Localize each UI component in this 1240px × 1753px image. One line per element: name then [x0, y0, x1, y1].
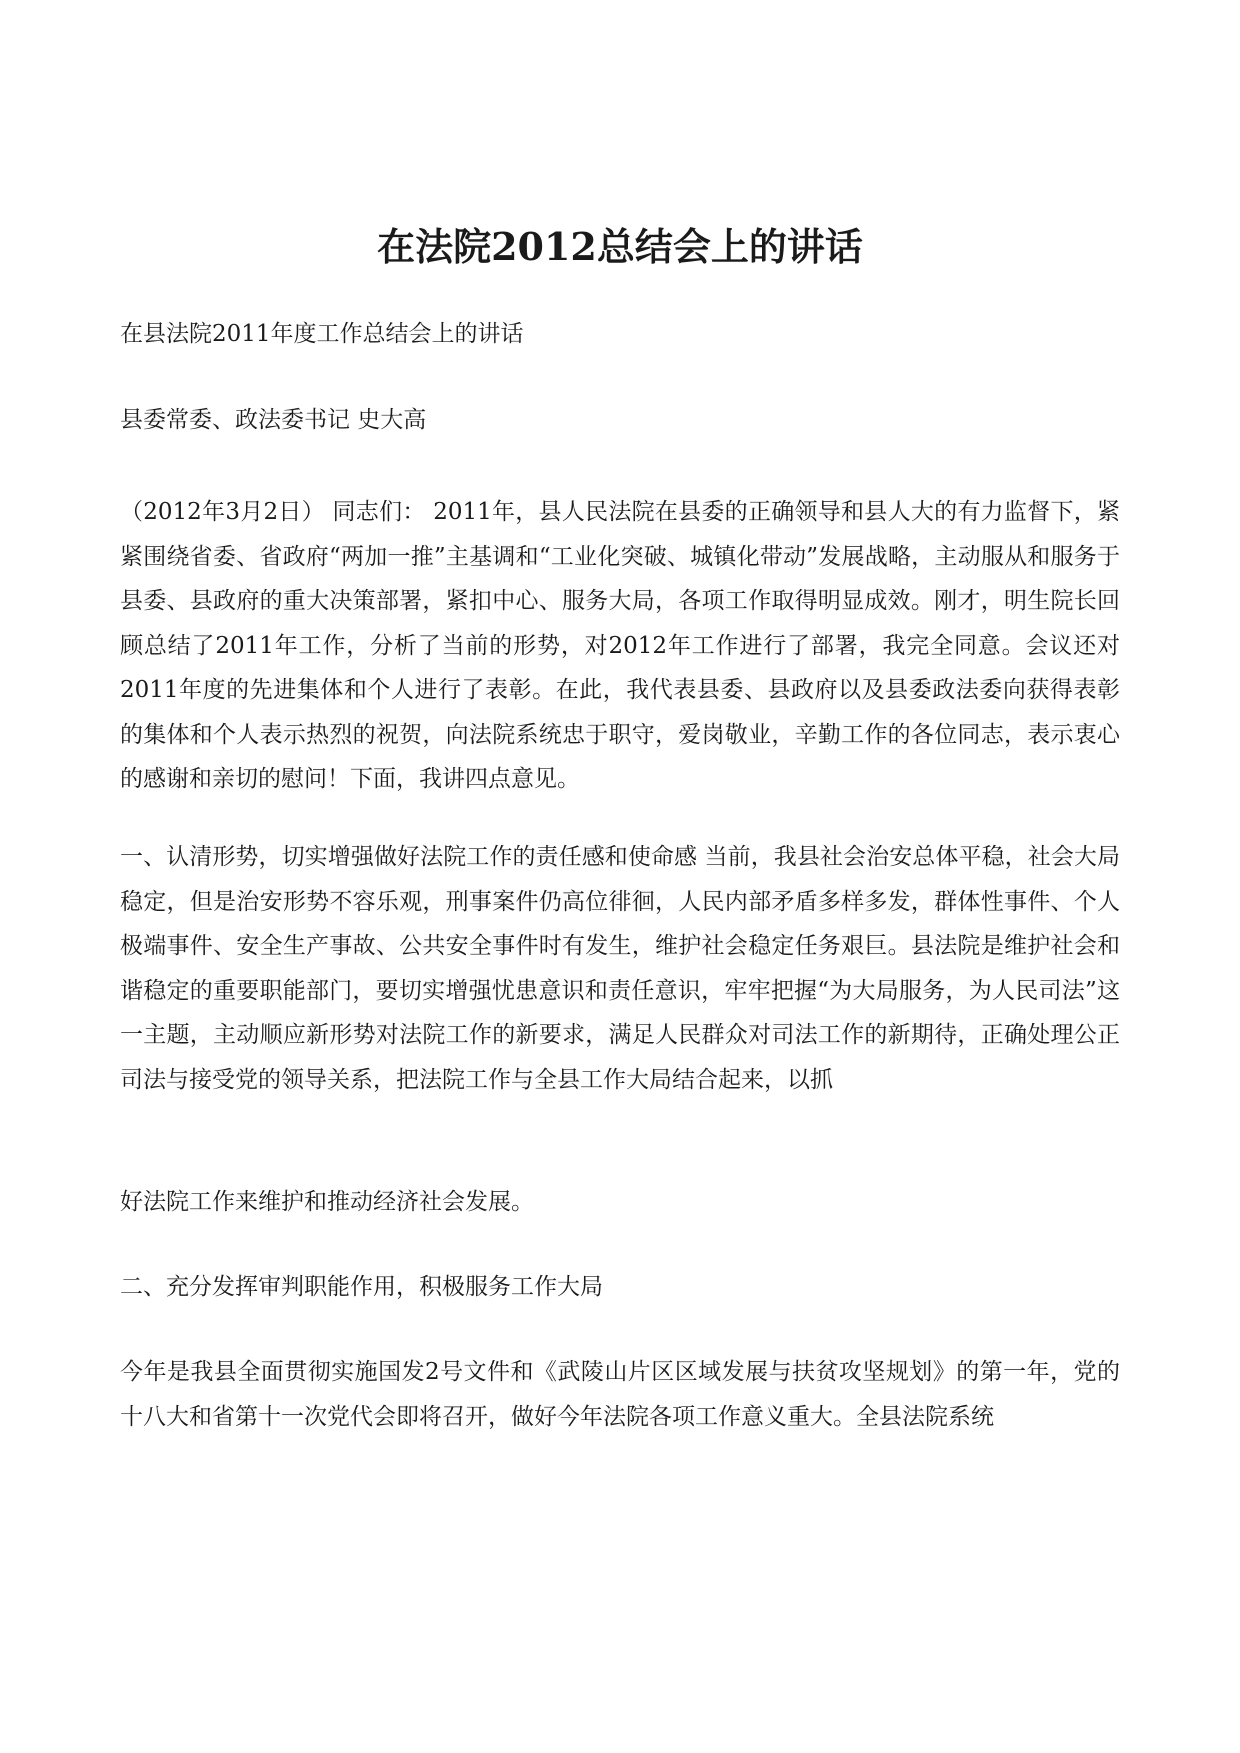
paragraph-continuation: 好法院工作来维护和推动经济社会发展。 — [120, 1189, 534, 1215]
paragraph-section-two: 今年是我县全面贯彻实施国发2号文件和《武陵山片区区域发展与扶贫攻坚规划》的第一年，党的十八大和省第十一次党代会即将召开，做好今年法院各项工作意义重大。全县法院系统 — [120, 1359, 1120, 1430]
speaker-line: 县委常委、政法委书记 史大高 — [120, 407, 427, 433]
document-subtitle: 在县法院2011年度工作总结会上的讲话 — [120, 321, 524, 347]
document-title: 在法院2012总结会上的讲话 — [377, 224, 863, 269]
paragraph-opening: （2012年3月2日） 同志们： 2011年，县人民法院在县委的正确领导和县人大的有力监督下，紧紧围绕省委、省政府“两加一推”主基调和“工业化突破、城镇化带动”发展战略，主动服从和服务于县委、县政府的重大决策部署，紧扣中心、服务大局，各项工作取得明显成效。刚才，明生院长回顾总结了2011年工作，分析了当前的形势，对2012年工作进行了部署，我完全同意。会议还对2011年度的先进集体和个人进行了表彰。在此，我代表县委、县政府以及县委政法委向获得表彰的集体和个人表示热烈的祝贺，向法院系统忠于职守，爱岗敬业，辛勤工作的各位同志，表示衷心的感谢和亲切的慰问！下面，我讲四点意见。 — [120, 499, 1120, 792]
paragraph-section-one: 一、认清形势，切实增强做好法院工作的责任感和使命感 当前，我县社会治安总体平稳，社会大局稳定，但是治安形势不容乐观，刑事案件仍高位徘徊，人民内部矛盾多样多发，群体性事件、个人极端事件、安全生产事故、公共安全事件时有发生，维护社会稳定任务艰巨。县法院是维护社会和谐稳定的重要职能部门，要切实增强忧患意识和责任意识，牢牢把握“为大局服务，为人民司法”这一主题，主动顺应新形势对法院工作的新要求，满足人民群众对司法工作的新期待，正确处理公正司法与接受党的领导关系，把法院工作与全县工作大局结合起来，以抓 — [120, 844, 1120, 1093]
section-heading-two: 二、充分发挥审判职能作用，积极服务工作大局 — [120, 1274, 603, 1300]
